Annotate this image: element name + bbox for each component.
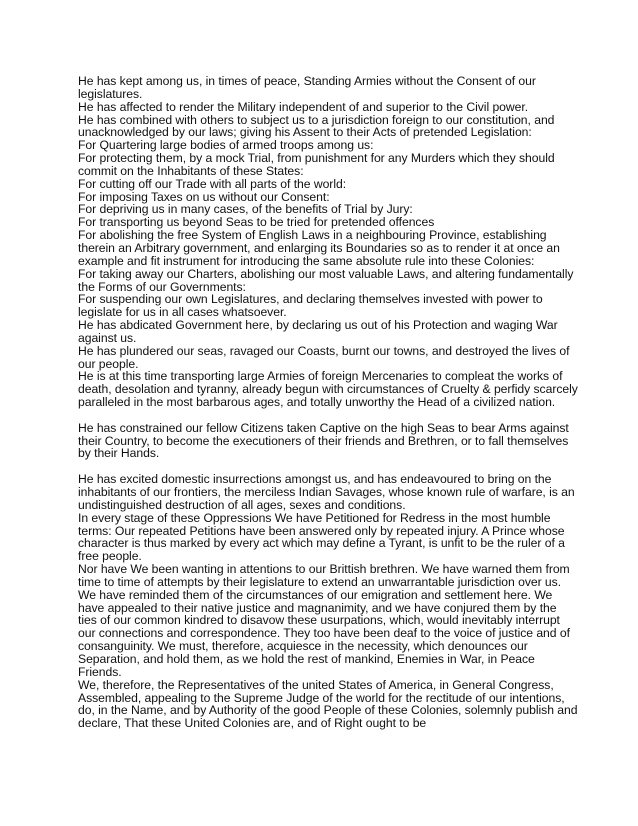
paragraph: For imposing Taxes on us without our Consent:: [78, 189, 330, 204]
paragraph: We, therefore, the Representatives of the united States of America, in General Congress, Assembled, appealing to the Supreme Judge of the world for the rectitude of our intentions, do, in the Name, and by Authority of the good People of these Colonies, solemnly publish and declare, That these United Colonies are, and of Right ought to be: [78, 677, 578, 731]
paragraph-spacer: [78, 409, 578, 422]
paragraph: For cutting off our Trade with all parts of the world:: [78, 176, 347, 191]
paragraph: For suspending our own Legislatures, and declaring themselves invested with power to legislate for us in all cases whatsoever.: [78, 292, 543, 320]
paragraph: He has excited domestic insurrections amongst us, and has endeavoured to bring on the inhabitants of our frontiers, the merciless Indian Savages, whose known rule of warfare, is an undistinguished destruction of all ages, sexes and conditions.: [78, 472, 575, 512]
paragraph: For abolishing the free System of English Laws in a neighbouring Province, establishing therein an Arbitrary government, and enlarging its Boundaries so as to render it at once an example and fit instrument for introducing the same absolute rule into these Colonies:: [78, 228, 560, 268]
document-body: [78, 75, 578, 730]
paragraph: He has constrained our fellow Citizens taken Captive on the high Seas to bear Arms against their Country, to become the executioners of their friends and Brethren, or to fall themselves by their Hands.: [78, 420, 569, 461]
paragraph: He is at this time transporting large Armies of foreign Mercenaries to compleat the works of death, desolation and tyranny, already begun with circumstances of Cruelty & perfidy scarcely paralleled in the most barbarous ages, and totally unworthy the Head of a civilized nation.: [78, 369, 578, 410]
paragraph: For Quartering large bodies of armed troops among us:: [78, 138, 374, 153]
paragraph: He has abdicated Government here, by declaring us out of his Protection and waging War against us.: [78, 318, 558, 345]
paragraph: For transporting us beyond Seas to be tried for pretended offences: [78, 215, 435, 230]
paragraph: Nor have We been wanting in attentions to our Brittish brethren. We have warned them from time to time of attempts by their legislature to extend an unwarrantable jurisdiction over us. We have reminded them of the circumstances of our emigration and settlement here. We have appealed to their native justice and magnanimity, and we have conjured them by the ties of our common kindred to disavow these usurpations, which, would inevitably interrupt our connections and correspondence. They too have been deaf to the voice of justice and of consanguinity. We must, therefore, acquiesce in the necessity, which denounces our Separation, and hold them, as we hold the rest of mankind, Enemies in War, in Peace Friends.: [78, 562, 570, 679]
paragraph: For depriving us in many cases, of the benefits of Trial by Jury:: [78, 202, 413, 217]
paragraph: He has affected to render the Military independent of and superior to the Civil power.: [78, 99, 529, 114]
paragraph: He has kept among us, in times of peace, Standing Armies without the Consent of our legislatures.: [78, 74, 536, 101]
paragraph: For protecting them, by a mock Trial, from punishment for any Murders which they should commit on the Inhabitants of these States:: [78, 151, 555, 178]
paragraph: In every stage of these Oppressions We have Petitioned for Redress in the most humble terms: Our repeated Petitions have been answered only by repeated injury. A Prince whose character is thus marked by every act which may define a Tyrant, is unfit to be the ruler of a free people.: [78, 510, 565, 564]
paragraph: For taking away our Charters, abolishing our most valuable Laws, and altering fundamentally the Forms of our Governments:: [78, 266, 574, 294]
paragraph: He has plundered our seas, ravaged our Coasts, burnt our towns, and destroyed the lives of our people.: [78, 343, 570, 371]
paragraph: He has combined with others to subject us to a jurisdiction foreign to our constitution, and unacknowledged by our laws; giving his Assent to their Acts of pretended Legislation:: [78, 112, 555, 140]
